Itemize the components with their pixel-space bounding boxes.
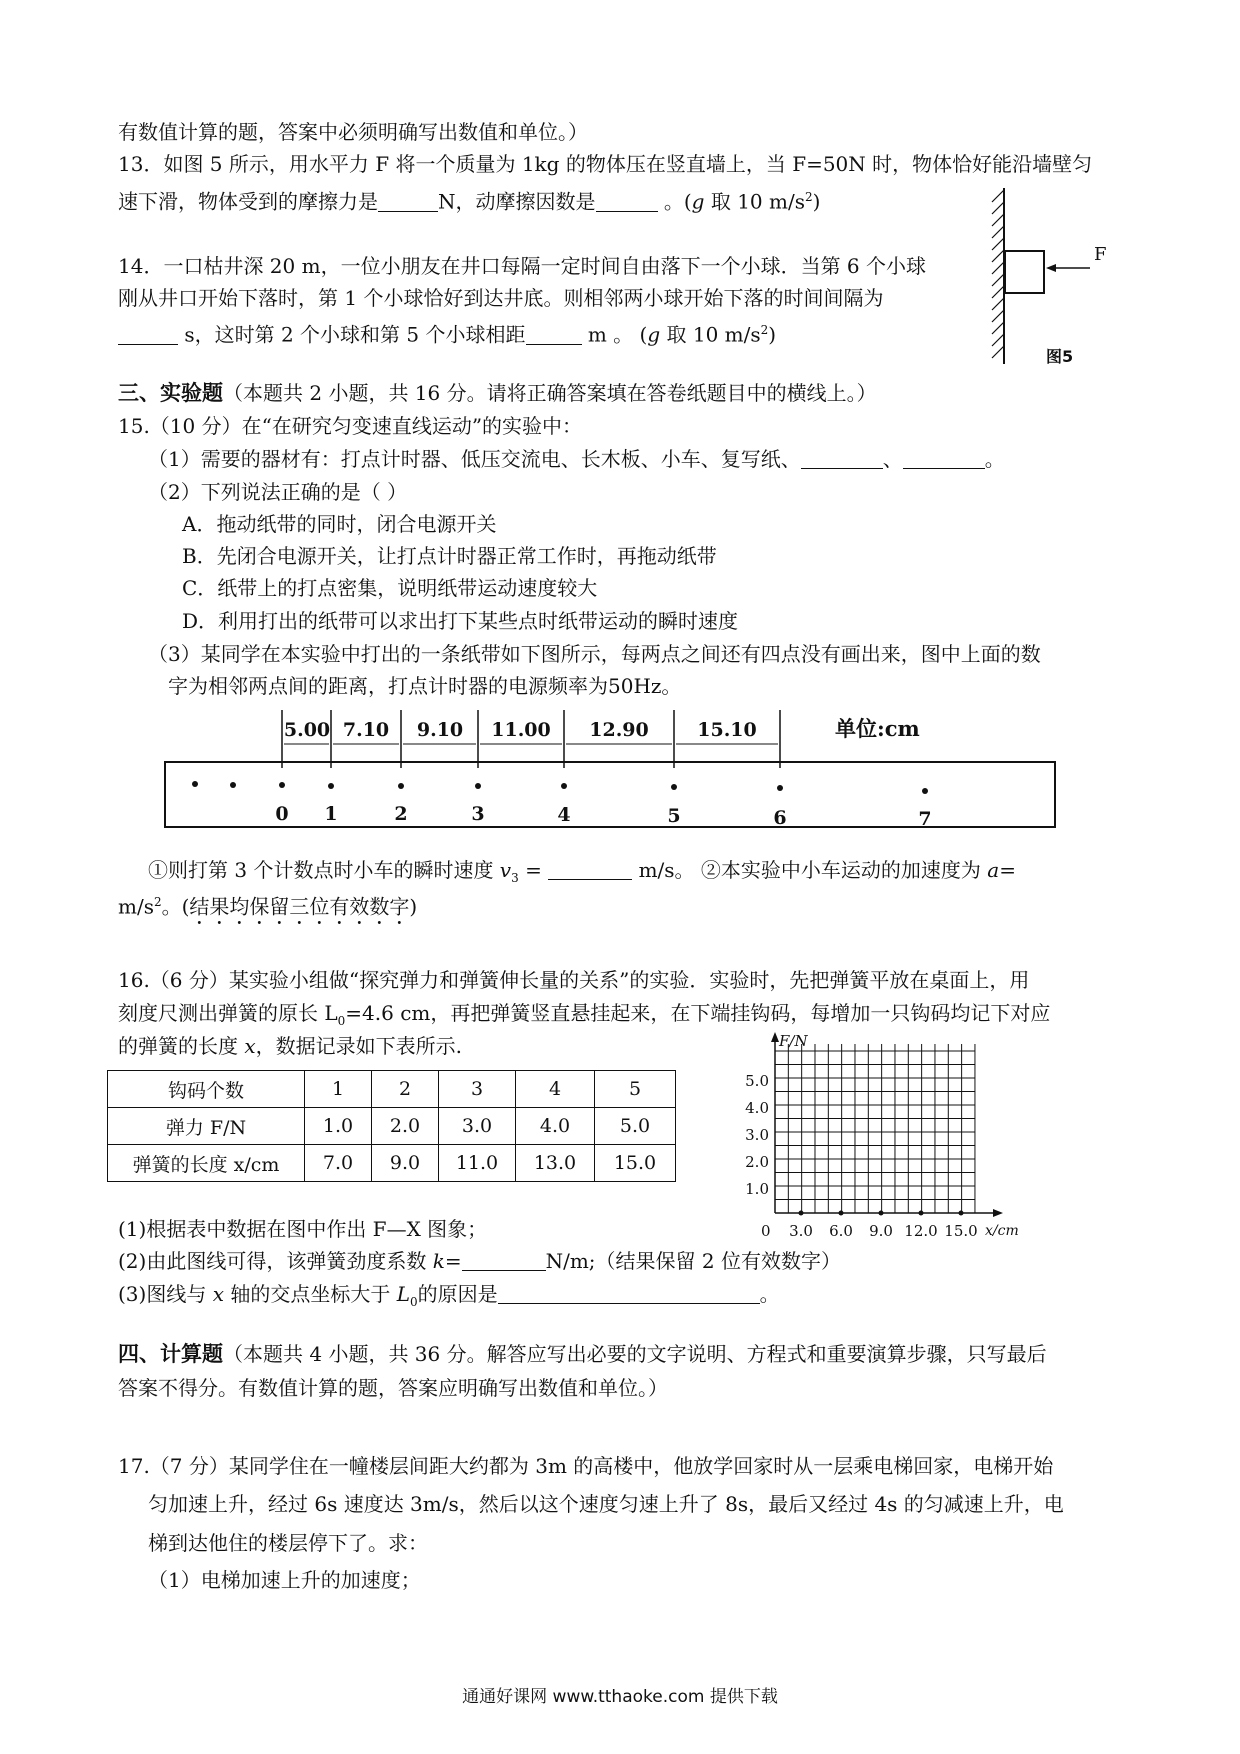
page-footer: 通通好课网 www.tthaoke.com 提供下载 <box>462 1687 778 1707</box>
tape-unit: 单位:cm <box>835 716 920 741</box>
q16-line1: 16.（6 分）某实验小组做“探究弹力和弹簧伸长量的关系”的实验．实验时，先把弹簧平放在桌面上，用 <box>118 968 1030 992</box>
table-row <box>108 1071 676 1108</box>
graph-ytick: 4.0 <box>745 1099 769 1117</box>
q14-interval-blank[interactable] <box>118 324 178 345</box>
q14-line1: 14．一口枯井深 20 m，一位小朋友在井口每隔一定时间自由落下一个小球．当第 6 个小球 <box>118 254 927 278</box>
q15-option-a: A．拖动纸带的同时，闭合电源开关 <box>182 512 497 536</box>
q13-text-d: 取 10 m/s <box>704 189 805 214</box>
table-cell: 5.0 <box>595 1108 676 1145</box>
tape-distance-3: 9.10 <box>416 719 464 741</box>
q15-sub2 <box>118 888 417 930</box>
q15-sub1-a: ①则打第 3 个计数点时小车的瞬时速度 <box>148 858 500 882</box>
table-cell: 9.0 <box>372 1145 439 1182</box>
q15-sub2-b: 。( <box>161 894 190 919</box>
q15-sub1-d: = <box>999 858 1016 882</box>
section-3-title: 三、实验题 <box>118 381 223 405</box>
figure-5 <box>990 188 1170 368</box>
table-cell: 3.0 <box>439 1108 516 1145</box>
tape-point-1: 1 <box>324 803 338 825</box>
graph-xtick: 12.0 <box>904 1222 938 1240</box>
q13-line2 <box>118 183 820 216</box>
table-cell: 2.0 <box>372 1108 439 1145</box>
q16-line2-a: 刻度尺测出弹簧的原长 L <box>118 1001 338 1025</box>
graph-ytick: 2.0 <box>745 1153 769 1171</box>
q15-sub1-b: = <box>518 858 549 882</box>
tape-point-6: 6 <box>773 807 787 829</box>
section-3-heading <box>118 379 877 407</box>
tape-point-7: 7 <box>918 808 932 830</box>
section-4-desc: （本题共 4 小题，共 36 分。解答应写出必要的文字说明、方程式和重要演算步骤，只写最后 <box>223 1342 1047 1366</box>
q15-part3-line2: 字为相邻两点间的距离，打点计时器的电源频率为50Hz。 <box>168 674 682 698</box>
q17-line4: （1）电梯加速上升的加速度； <box>148 1568 421 1592</box>
q13-sup: 2 <box>804 190 813 204</box>
table-cell: 弹簧的长度 x/cm <box>108 1145 305 1182</box>
q13-text-c: 。( <box>657 189 692 214</box>
tape-point-3: 3 <box>471 803 485 825</box>
graph-grid <box>775 1044 975 1213</box>
q14-sup: 2 <box>760 323 769 337</box>
q14-text-b: m 。 ( <box>581 322 648 347</box>
table-cell: 11.0 <box>439 1145 516 1182</box>
v3: v <box>499 858 512 882</box>
q16-part2-b: = <box>444 1249 462 1273</box>
table-cell: 3 <box>439 1071 516 1108</box>
q12-tail: 有数值计算的题，答案中必须明确写出数值和单位。） <box>118 120 588 144</box>
force-label: F <box>1094 244 1107 265</box>
graph-ytick: 5.0 <box>745 1072 769 1090</box>
q16-part3 <box>118 1280 780 1316</box>
q13-text-e: ) <box>812 189 821 214</box>
graph-ytick: 3.0 <box>745 1126 769 1144</box>
q13-g: g <box>691 189 705 214</box>
q14-text-d: ) <box>768 322 777 347</box>
graph-xtick: 15.0 <box>944 1222 978 1240</box>
table-cell: 15.0 <box>595 1145 676 1182</box>
q15-sep: 、 <box>882 447 903 471</box>
graph-ytick: 1.0 <box>745 1180 769 1198</box>
section-3-desc: （本题共 2 小题，共 16 分。请将正确答案填在答卷纸题目中的横线上。） <box>223 381 877 405</box>
q16-part3-b: 轴的交点坐标大于 <box>223 1282 397 1306</box>
q16-part3-l: L <box>396 1282 410 1306</box>
tape-distance-5: 12.90 <box>589 719 649 741</box>
q14-g: g <box>647 322 661 347</box>
q15-end: 。 <box>984 447 1005 471</box>
q13-line1: 13．如图 5 所示，用水平力 F 将一个质量为 1kg 的物体压在竖直墙上，当 F=50N 时，物体恰好能沿墙壁匀 <box>118 152 1093 176</box>
q15-option-b: B．先闭合电源开关，让打点计时器正常工作时，再拖动纸带 <box>182 544 717 568</box>
tape-distance-4: 11.00 <box>491 719 551 741</box>
accel-a: a <box>987 858 1000 882</box>
table-row <box>108 1145 676 1182</box>
q15-part1-text: （1）需要的器材有：打点计时器、低压交流电、长木板、小车、复写纸、 <box>148 447 801 471</box>
section-4-title: 四、计算题 <box>118 1342 223 1366</box>
graph-xlabel: x/cm <box>985 1223 1019 1239</box>
q17-line2: 匀加速上升，经过 6s 速度达 3m/s，然后以这个速度匀速上升了 8s，最后又经过 4s 的匀减速上升，电 <box>148 1492 1064 1516</box>
q13-friction-blank[interactable] <box>378 191 438 212</box>
paper-tape-figure <box>160 708 1060 838</box>
graph-origin: 0 <box>761 1222 771 1240</box>
graph-xtick: 9.0 <box>869 1222 893 1240</box>
v3-sub: 3 <box>511 871 519 885</box>
tape-point-4: 4 <box>557 804 571 826</box>
q16-part2 <box>118 1247 841 1275</box>
q13-text-a: 速下滑，物体受到的摩擦力是 <box>118 189 378 214</box>
q16-part3-x: x <box>212 1282 224 1306</box>
q16-line2-b: =4.6 cm，再把弹簧竖直悬挂起来，在下端挂钩码，每增加一只钩码均记下对应 <box>345 1001 1051 1025</box>
section-4-desc2: 答案不得分。有数值计算的题，答案应明确写出数值和单位。） <box>118 1376 668 1400</box>
tape-distance-2: 7.10 <box>342 719 390 741</box>
q16-part3-c: 的原因是 <box>417 1282 498 1306</box>
f-x-graph <box>735 1030 1025 1250</box>
q15-option-d: D．利用打出的纸带可以求出打下某些点时纸带运动的瞬时速度 <box>182 609 739 633</box>
q16-part3-sub: 0 <box>409 1295 418 1309</box>
table-row <box>108 1108 676 1145</box>
q14-distance-blank[interactable] <box>526 324 582 345</box>
q15-sub2-a: m/s <box>118 894 154 919</box>
graph-xtick: 6.0 <box>829 1222 853 1240</box>
q13-mu-blank[interactable] <box>596 191 658 212</box>
q16-line3-b: ，数据记录如下表所示. <box>255 1034 462 1058</box>
q15-equipment-blank-1[interactable] <box>801 448 883 469</box>
q15-sub1 <box>148 856 1016 892</box>
q17-line3: 梯到达他住的楼层停下了。求： <box>148 1531 428 1555</box>
q15-part3-line1: （3）某同学在本实验中打出的一条纸带如下图所示，每两点之间还有四点没有画出来，图中上面的数 <box>148 642 1041 666</box>
table-cell: 4.0 <box>516 1108 595 1145</box>
graph-ylabel: F/N <box>779 1032 808 1050</box>
q16-k-blank[interactable] <box>462 1250 546 1271</box>
q15-title: 15.（10 分）在“在研究匀变速直线运动”的实验中： <box>118 414 583 438</box>
q15-option-c: C．纸带上的打点密集，说明纸带运动速度较大 <box>182 576 598 600</box>
q16-l0-sub: 0 <box>337 1014 346 1028</box>
q13-text-b: N，动摩擦因数是 <box>438 189 596 214</box>
tape-point-0: 0 <box>275 803 289 825</box>
q16-k: k <box>432 1249 445 1273</box>
q15-sub1-c: m/s。 ②本实验中小车运动的加速度为 <box>632 858 988 882</box>
table-cell: 弹力 F/N <box>108 1108 305 1145</box>
q14-text-c: 取 10 m/s <box>660 322 761 347</box>
q14-line3 <box>118 316 776 349</box>
figure-caption: 图5 <box>1046 347 1074 366</box>
tape-point-2: 2 <box>394 803 408 825</box>
q16-part2-a: (2)由此图线可得，该弹簧劲度系数 <box>118 1249 433 1273</box>
q15-part2: （2）下列说法正确的是（ ） <box>148 480 408 504</box>
tape-distance-6: 15.10 <box>697 719 757 741</box>
table-cell: 钩码个数 <box>108 1071 305 1108</box>
q15-part1 <box>148 445 1005 473</box>
q15-equipment-blank-2[interactable] <box>903 448 985 469</box>
q16-part2-c: N/m;（结果保留 2 位有效数字） <box>545 1249 841 1273</box>
q15-velocity-blank[interactable] <box>548 859 632 880</box>
q16-part3-d: 。 <box>759 1282 780 1306</box>
graph-xtick: 3.0 <box>789 1222 813 1240</box>
table-cell: 2 <box>372 1071 439 1108</box>
block <box>1005 251 1044 293</box>
tape-point-5: 5 <box>667 805 681 827</box>
q16-x: x <box>244 1034 256 1058</box>
tape-distance-1: 5.00 <box>283 719 331 741</box>
table-cell: 5 <box>595 1071 676 1108</box>
table-cell: 7.0 <box>305 1145 372 1182</box>
q16-part1: (1)根据表中数据在图中作出 F—X 图象； <box>118 1217 488 1241</box>
q17-line1: 17.（7 分）某同学住在一幢楼层间距大约都为 3m 的高楼中，他放学回家时从一层乘电梯回家，电梯开始 <box>118 1454 1054 1478</box>
table-cell: 1.0 <box>305 1108 372 1145</box>
q15-sub2-d: ) <box>409 894 418 919</box>
q16-part3-a: (3)图线与 <box>118 1282 213 1306</box>
q16-reason-blank[interactable] <box>498 1283 760 1304</box>
q16-line3 <box>118 1032 462 1060</box>
q15-sub2-sup: 2 <box>153 895 162 909</box>
q14-text-a: s，这时第 2 个小球和第 5 个小球相距 <box>178 322 526 347</box>
table-cell: 1 <box>305 1071 372 1108</box>
section-4-heading <box>118 1340 1047 1368</box>
table-cell: 13.0 <box>516 1145 595 1182</box>
q14-line2: 刚从井口开始下落时，第 1 个小球恰好到达井底。则相邻两小球开始下落的时间间隔为 <box>118 286 884 310</box>
spring-data-table <box>107 1070 676 1182</box>
q16-line3-a: 的弹簧的长度 <box>118 1034 245 1058</box>
table-cell: 4 <box>516 1071 595 1108</box>
q15-sub2-emph: 结果均保留三位有效数字 <box>189 894 410 919</box>
